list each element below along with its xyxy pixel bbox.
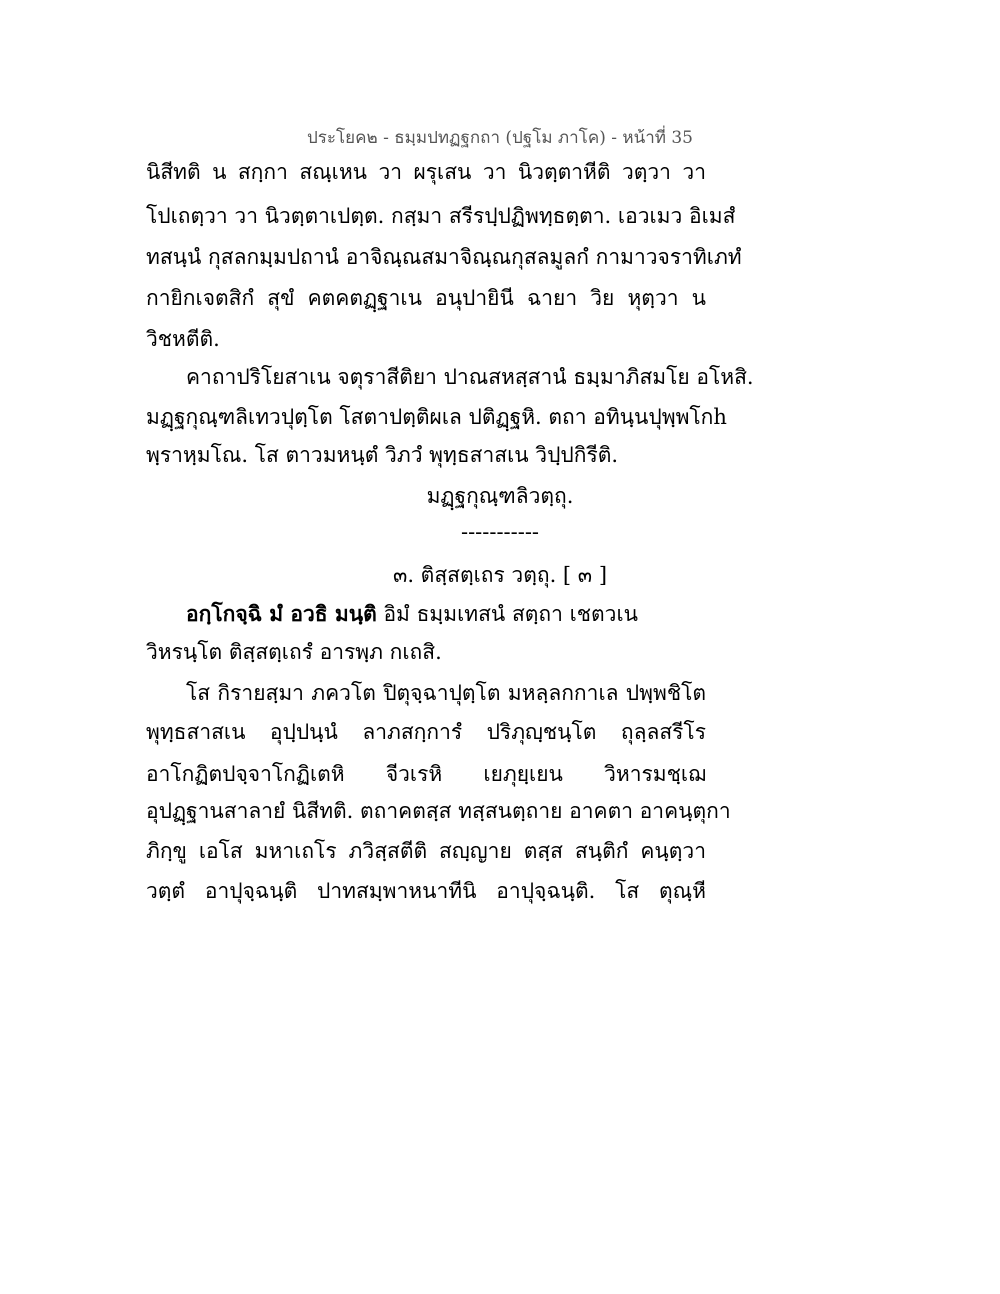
story-end-title: มฏฺฐกุณฺฑลิวตฺถุ. <box>426 484 574 508</box>
page-header: ประโยค๒ - ธมฺมปทฏฐกถา (ปฐโม ภาโค) - หน้าที่ 35 <box>307 128 693 148</box>
story-title: ๓. ติสฺสตฺเถร วตฺถุ. [ ๓ ] <box>392 563 608 587</box>
text-line: อาโกฏิตปจฺจาโกฏิเตหิ จีวเรหิ เยภุยฺเยน วิหารมชฺเฌ <box>146 762 706 786</box>
separator: ----------- <box>460 520 540 544</box>
text-line: พฺราหฺมโณ. โส ตาวมหนฺตํ วิภวํ พุทฺธสาสเน วิปฺปกิรีติ. <box>146 443 619 467</box>
text-line <box>186 600 638 628</box>
text-line: วิหรนฺโต ติสฺสตฺเถรํ อารพฺภ กเถสิ. <box>146 640 442 664</box>
text-line: พุทฺธสาสเน อุปฺปนฺนํ ลาภสกฺการํ ปริภุญฺชนฺโต ถุลฺลสรีโร <box>146 720 706 744</box>
bold-lead: อกฺโกจฺฉิ มํ อวธิ มนฺติ <box>186 601 377 626</box>
text-line: นิสีทติ น สกฺกา สณฺเหน วา ผรุเสน วา นิวตฺตาหีติ วตฺวา วา <box>146 160 706 184</box>
text-line: คาถาปริโยสาเน จตุราสีติยา ปาณสหสฺสานํ ธมฺมาภิสมโย อโหสิ. <box>186 365 754 389</box>
text-line: ภิกฺขู เอโส มหาเถโร ภวิสฺสตีติ สญฺญาย ตสฺส สนฺติกํ คนฺตฺวา <box>146 839 706 863</box>
text-line: โส กิรายสฺมา ภควโต ปิตุจฺฉาปุตฺโต มหลฺลกกาเล ปพฺพชิโต <box>186 681 706 705</box>
text-line: อุปฏฺฐานสาลายํ นิสีทติ. ตถาคตสฺส ทสฺสนตฺถาย อาคตา อาคนฺตุกา <box>146 799 731 823</box>
text-line: โปเถตฺวา วา นิวตฺตาเปตฺต. กสฺมา สรีรปฺปฏิพทฺธตฺตา. เอวเมว อิเมสํ <box>146 204 736 228</box>
text-line: วตฺตํ อาปุจฺฉนฺติ ปาทสมฺพาหนาทีนิ อาปุจฺฉนฺติ. โส ตุณฺหี <box>146 879 706 903</box>
text-line: มฏฺฐกุณฺฑลิเทวปุตฺโต โสตาปตฺติผเล ปติฏฺฐหิ. ตถา อทินฺนปุพฺพโกh <box>146 405 727 429</box>
text-line: กายิกเจตสิกํ สุขํ คตคตฏฺฐาเน อนุปายินี ฉายา วิย หุตฺวา น <box>146 286 706 310</box>
line-rest: อิมํ ธมฺมเทสนํ สตฺถา เชตวเน <box>376 602 638 626</box>
text-line: ทสนฺนํ กุสลกมฺมปถานํ อาจิณฺณสมาจิณฺณกุสลมูลกํ กามาวจราทิเภทํ <box>146 245 742 269</box>
text-line: วิชหตีติ. <box>146 327 220 351</box>
